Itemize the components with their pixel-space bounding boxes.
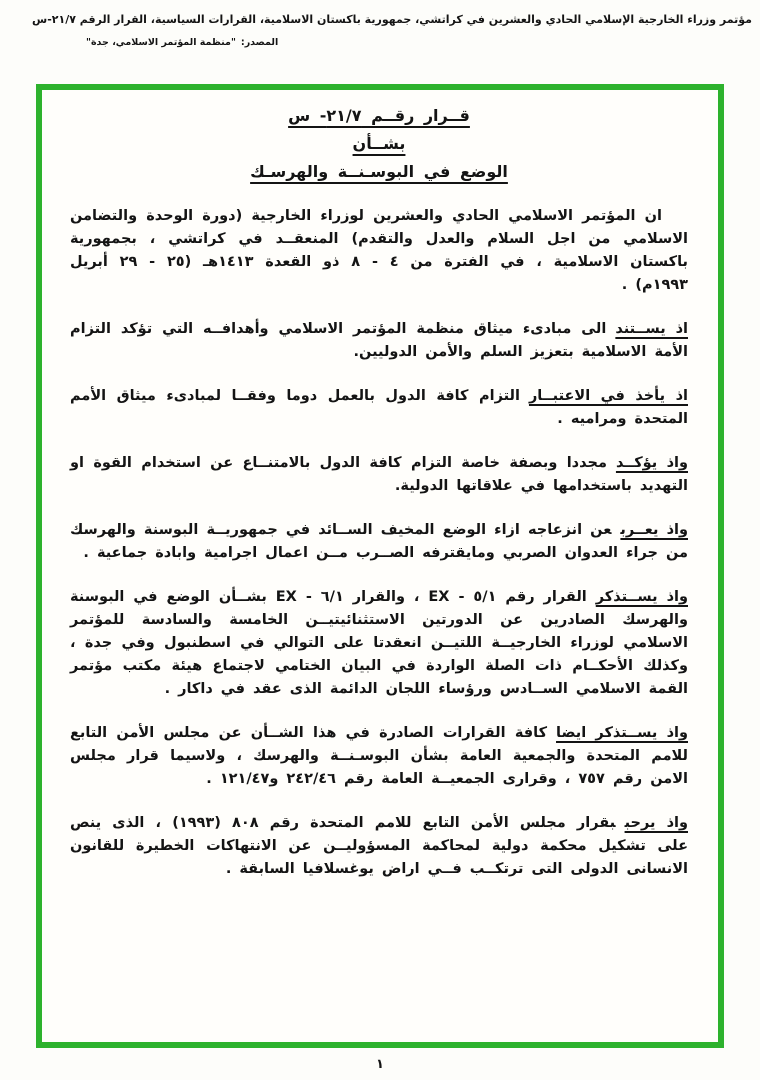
resolution-subject-label: بشــأن — [352, 134, 406, 153]
paragraph-welcoming — [70, 812, 688, 881]
resolution-number: قــرار رقــم ٢١/٧- س — [288, 106, 470, 125]
green-border-frame — [36, 84, 724, 1048]
paragraph-text: الى مبادىء ميثاق منظمة المؤتمر الاسلامي وأهدافــه التي تؤكد التزام الأمة الاسلامية بتعزيز السلم والأمن الدوليين. — [70, 321, 688, 360]
paragraph-recalling-un-resolutions — [70, 722, 688, 791]
paragraph-lead: واذ يعــرب — [620, 522, 688, 538]
resolution-subject: الوضع في البوسـنــة والهرسـك — [250, 162, 508, 181]
paragraph-lead: واذ يســتذكر ايضا — [556, 725, 688, 741]
paragraph-lead: اذ يســتند — [615, 321, 688, 337]
paragraph-recalling-resolutions — [70, 586, 688, 701]
resolution-title-block — [70, 106, 688, 181]
paragraph-reaffirming — [70, 452, 688, 498]
paragraph-lead: اذ يأخذ في الاعتبــار — [528, 388, 688, 404]
document-source-line — [86, 37, 278, 48]
paragraph-text: عن انزعاجه ازاء الوضع المخيف الســائد في جمهوريــة البوسنة والهرسك من جراء العدوان الصربي ومايقترفه الصــرب مــن اعمال اجرامية وابادة جماعية . — [70, 522, 688, 561]
paragraph-recalling-charter — [70, 318, 688, 364]
document-header-title: مؤتمر وزراء الخارجية الإسلامي الحادي والعشرين في كراتشي، جمهورية باكستان الاسلامية، القرارات السياسية، القرار الرقم ٢١/٧-س — [32, 13, 752, 26]
paragraph-text: ان المؤتمر الاسلامي الحادي والعشرين لوزراء الخارجية (دورة الوحدة والتضامن الاسلامي من اجل السلام والعدل والتقدم) المنعقــد في كراتشي ، بجمهورية باكستان الاسلامية ، في الفترة من ٤ - ٨ ذو القعدة ١٤١٣هـ (٢٥ - ٢٩ أبريل ١٩٩٣م) . — [70, 208, 688, 293]
paragraph-lead: واذ يؤكــد — [615, 455, 688, 471]
resolution-body — [70, 205, 688, 881]
paragraph-text: مجددا وبصفة خاصة التزام كافة الدول بالامتنــاع عن استخدام القوة او التهديد باستخدامها في علاقاتها الدولية. — [70, 455, 688, 494]
paragraph-text: القرار رقم ٥/١ - EX ، والقرار ٦/١ - EX بشــأن الوضع في البوسنة والهرسك الصادرين عن الدورتين الاستثنائيتيــن الخامسة والسادسة للمؤتمر الاسلامي لوزراء الخارجيــة اللتيــن انعقدتا على التوالي في اسطنبول وفي جدة ، وكذلك الأحكــام ذات الصلة الواردة في البيان الختامي لاجتماع هيئة مكتب مؤتمر القمة الاسلامي الســادس ورؤساء اللجان الدائمة الذى عقد في داكار . — [70, 589, 688, 697]
paragraph-text: كافة القرارات الصادرة في هذا الشــأن عن مجلس الأمن التابع للامم المتحدة والجمعية العامة بشأن البوسـنــة والهرسك ، ولاسيما قرار مجلس الامن رقم ٧٥٧ ، وقرارى الجمعيــة العامة رقم ٢٤٢/٤٦ و١٢١/٤٧ . — [70, 725, 688, 787]
page-number: ١ — [376, 1057, 384, 1072]
paragraph-lead: واذ يســتذكر — [595, 589, 688, 605]
paragraph-preamble — [70, 205, 688, 297]
source-label: المصدر: — [240, 37, 279, 48]
paragraph-text: التزام كافة الدول بالعمل دوما وفقــا لمبادىء ميثاق الأمم المتحدة ومراميه . — [70, 388, 688, 427]
paragraph-taking-into-account — [70, 385, 688, 431]
source-value: "منظمة المؤتمر الاسلامي، جدة" — [86, 37, 236, 48]
paragraph-lead: واذ يرحب — [624, 815, 688, 831]
paragraph-expressing-alarm — [70, 519, 688, 565]
paragraph-text: بقرار مجلس الأمن التابع للامم المتحدة رقم ٨٠٨ (١٩٩٣) ، الذى ينص على تشكيل محكمة دولية لمحاكمة المسؤوليــن عن الانتهاكات الخطيرة للقانون الانسانى الدولى التى ترتكــب فــي اراض يوغسلافيا السابقة . — [70, 815, 688, 877]
